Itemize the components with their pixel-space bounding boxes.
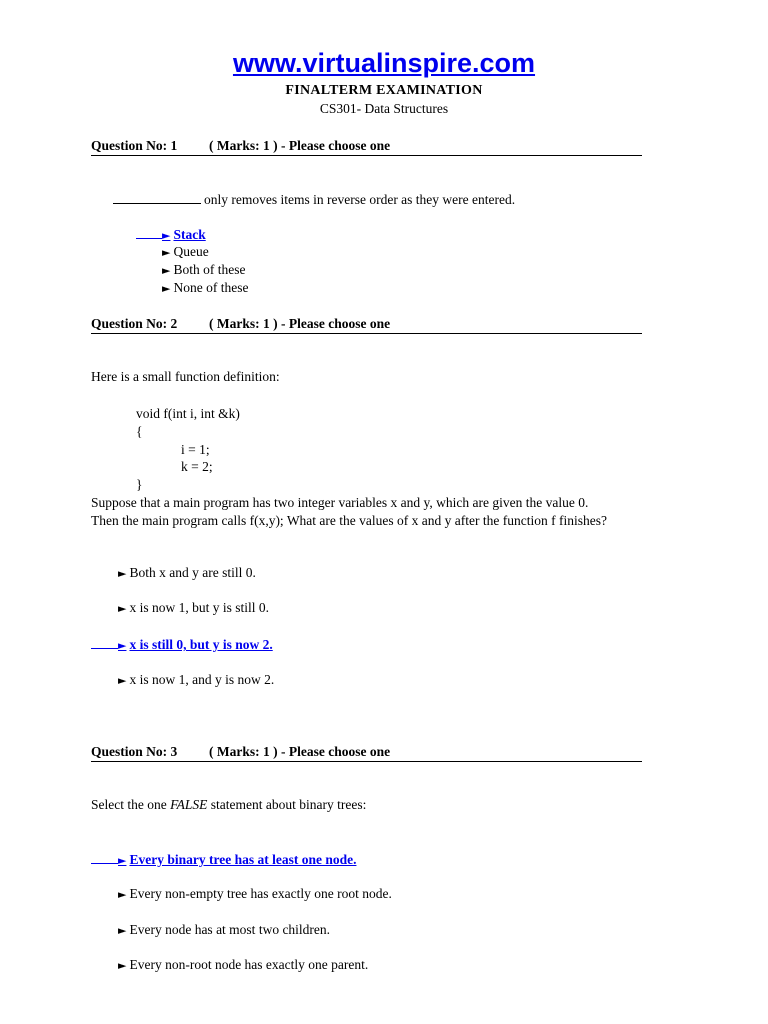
question-marks: ( Marks: 1 ) - Please choose one <box>209 316 391 331</box>
question-3-option-2[interactable] <box>118 886 392 902</box>
question-2-intro: Here is a small function definition: <box>91 369 280 384</box>
leader-line <box>91 851 118 864</box>
question-1-option-4[interactable] <box>162 280 248 296</box>
option-label: x is still 0, but y is now 2. <box>129 637 273 652</box>
question-3-option-1[interactable] <box>91 851 356 868</box>
question-3-option-3[interactable] <box>118 922 330 938</box>
option-label: Every non-root node has exactly one parent. <box>129 957 369 972</box>
question-marks: ( Marks: 1 ) - Please choose one <box>209 138 391 153</box>
arrow-icon: ► <box>162 229 171 242</box>
question-2-header <box>91 316 642 334</box>
arrow-icon: ► <box>118 602 127 615</box>
code-line-5: } <box>136 477 143 492</box>
code-line-1: void f(int i, int &k) <box>136 406 240 421</box>
option-label: Queue <box>173 244 209 259</box>
arrow-icon: ► <box>162 282 171 295</box>
question-2-option-2[interactable] <box>118 600 269 616</box>
prompt-text: Select the one <box>91 797 171 812</box>
arrow-icon: ► <box>118 567 127 580</box>
leader-line <box>136 226 162 239</box>
prompt-text: only removes items in reverse order as they were entered. <box>204 192 516 207</box>
question-number: Question No: 1 <box>91 138 178 153</box>
arrow-icon: ► <box>118 854 127 867</box>
blank-line <box>113 191 201 204</box>
site-link[interactable]: www.virtualinspire.com <box>232 48 536 78</box>
course-subtitle: CS301- Data Structures <box>319 101 449 116</box>
option-label: Stack <box>173 227 206 242</box>
arrow-icon: ► <box>118 959 127 972</box>
question-1-option-3[interactable] <box>162 262 245 278</box>
arrow-icon: ► <box>162 246 171 259</box>
question-3-option-4[interactable] <box>118 957 368 973</box>
question-2-prompt-line-2: Then the main program calls f(x,y); What are the values of x and y after the function f finishes? <box>91 513 607 528</box>
prompt-text: statement about binary trees: <box>207 797 367 812</box>
code-line-4: k = 2; <box>181 459 213 474</box>
option-label: Every non-empty tree has exactly one root node. <box>129 886 392 901</box>
question-1-prompt <box>113 191 515 208</box>
code-line-2: { <box>136 424 143 439</box>
question-1-header <box>91 138 642 156</box>
question-marks: ( Marks: 1 ) - Please choose one <box>209 744 391 759</box>
leader-line <box>91 636 118 649</box>
arrow-icon: ► <box>118 924 127 937</box>
question-2-option-1[interactable] <box>118 565 256 581</box>
arrow-icon: ► <box>118 674 127 687</box>
option-label: x is now 1, and y is now 2. <box>129 672 275 687</box>
arrow-icon: ► <box>118 888 127 901</box>
question-1-option-2[interactable] <box>162 244 209 260</box>
option-label: Both of these <box>173 262 246 277</box>
option-label: None of these <box>173 280 249 295</box>
option-label: x is now 1, but y is still 0. <box>129 600 269 615</box>
question-number: Question No: 3 <box>91 744 178 759</box>
option-label: Every node has at most two children. <box>129 922 331 937</box>
code-line-3: i = 1; <box>181 442 210 457</box>
exam-title: FINALTERM EXAMINATION <box>285 83 483 98</box>
question-2-prompt-line-1: Suppose that a main program has two integer variables x and y, which are given the value 0. <box>91 495 589 510</box>
prompt-emphasis: FALSE <box>170 797 208 812</box>
question-3-header <box>91 744 642 762</box>
option-label: Every binary tree has at least one node. <box>129 852 357 867</box>
arrow-icon: ► <box>162 264 171 277</box>
arrow-icon: ► <box>118 639 127 652</box>
question-2-option-4[interactable] <box>118 672 274 688</box>
question-3-prompt <box>91 797 366 813</box>
question-1-option-1[interactable] <box>136 226 206 243</box>
question-2-option-3[interactable] <box>91 636 273 653</box>
option-label: Both x and y are still 0. <box>129 565 256 580</box>
question-number: Question No: 2 <box>91 316 178 331</box>
